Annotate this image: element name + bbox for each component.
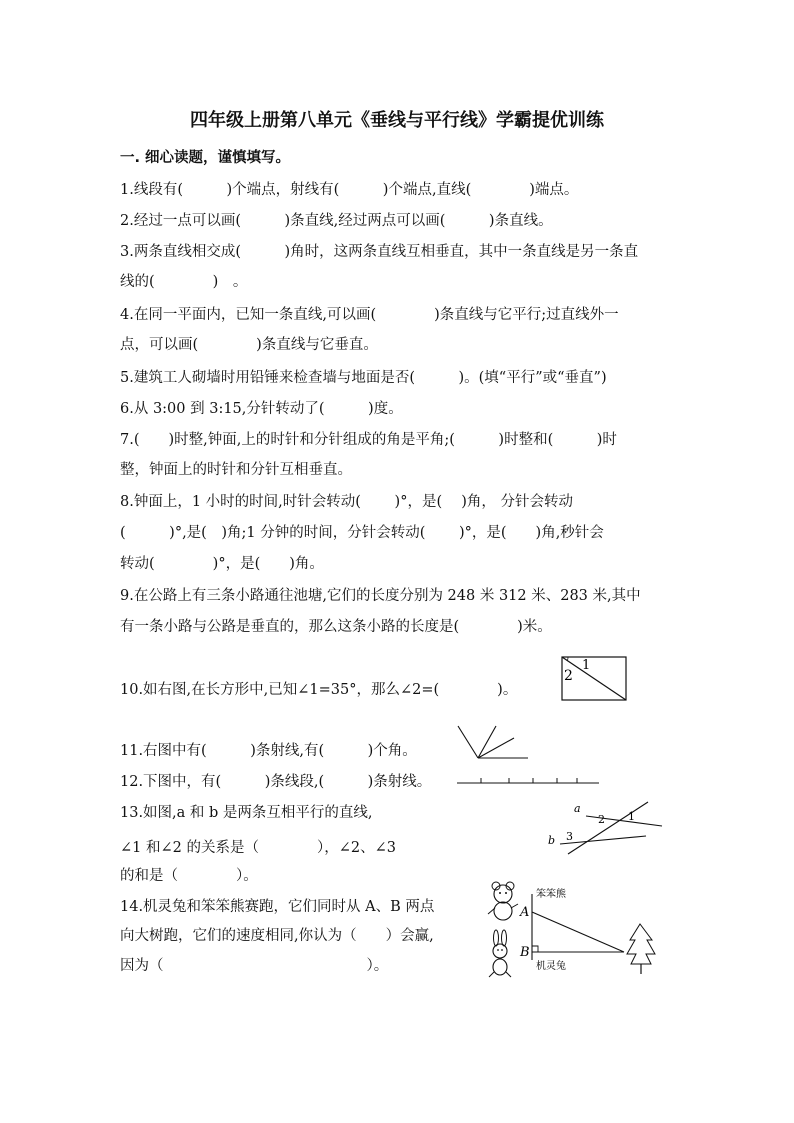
angle-1-label: 1 <box>628 810 635 823</box>
question-9-line-1: 9.在公路上有三条小路通往池塘,它们的长度分别为 248 米 312 米、283 米,其中 <box>120 588 641 604</box>
segment-line-figure <box>455 774 601 790</box>
angle-2-label: 2 <box>564 668 573 684</box>
question-8-line-3: 转动( )°，是( )角。 <box>120 556 324 572</box>
tree-icon <box>627 924 655 974</box>
point-b-label: B <box>520 945 530 960</box>
line-a-label: a <box>574 802 581 815</box>
question-8-line-2: ( )°,是( )角;1 分钟的时间，分针会转动( )°，是( )角,秒针会 <box>120 525 604 541</box>
bear-label: 笨笨熊 <box>536 889 566 900</box>
rabbit-icon <box>489 930 511 977</box>
rabbit-label: 机灵兔 <box>536 961 566 972</box>
ray-1 <box>458 726 478 758</box>
question-4-line-1: 4.在同一平面内，已知一条直线,可以画( )条直线与它平行;过直线外一 <box>120 307 619 323</box>
page-title: 四年级上册第八单元《垂线与平行线》学霸提优训练 <box>190 110 604 131</box>
question-14-line-3: 因为（ ）。 <box>120 958 389 974</box>
section-heading: 一. 细心读题，谨慎填写。 <box>120 150 291 166</box>
question-3-line-1: 3.两条直线相交成( )角时，这两条直线互相垂直，其中一条直线是另一条直 <box>120 244 639 260</box>
question-4-line-2: 点，可以画( )条直线与它垂直。 <box>120 337 378 353</box>
race-figure <box>484 880 664 980</box>
question-3-line-2: 线的( ) 。 <box>120 274 248 290</box>
angle-2-label: 2 <box>598 813 605 826</box>
question-14-line-2: 向大树跑，它们的速度相同,你认为（ ）会赢, <box>120 928 434 944</box>
question-7-line-2: 整，钟面上的时针和分针互相垂直。 <box>120 462 352 478</box>
angle-1-label: 1 <box>582 658 591 673</box>
question-13-line-3: 的和是（ ）。 <box>120 868 258 884</box>
question-12: 12.下图中，有( )条线段,( )条射线。 <box>120 774 432 790</box>
question-8-line-1: 8.钟面上，1 小时的时间,时针会转动( )°，是( )角， 分针会转动 <box>120 494 573 510</box>
question-13-line-1: 13.如图,a 和 b 是两条互相平行的直线, <box>120 805 373 821</box>
rays-figure <box>452 724 532 762</box>
question-7-line-1: 7.( )时整,钟面,上的时针和分针组成的角是平角;( )时整和( )时 <box>120 432 617 448</box>
rectangle-figure <box>558 654 630 704</box>
question-10: 10.如右图,在长方形中,已知∠1=35°，那么∠2=( )。 <box>120 682 518 698</box>
bear-path-line <box>532 912 624 952</box>
question-6: 6.从 3:00 到 3:15,分针转动了( )度。 <box>120 401 403 417</box>
right-angle-mark <box>532 946 538 952</box>
parallel-lines-figure <box>540 796 666 858</box>
question-5: 5.建筑工人砌墙时用铅锤来检查墙与地面是否( )。(填“平行”或“垂直”) <box>120 370 607 386</box>
question-14-line-1: 14.机灵兔和笨笨熊赛跑，它们同时从 A、B 两点 <box>120 899 435 915</box>
bear-icon <box>488 882 518 920</box>
question-11: 11.右图中有( )条射线,有( )个角。 <box>120 743 417 759</box>
question-2: 2.经过一点可以画( )条直线,经过两点可以画( )条直线。 <box>120 213 553 229</box>
line-b-label: b <box>548 834 556 847</box>
question-13-line-2: ∠1 和∠2 的关系是（ ），∠2、∠3 <box>120 840 396 856</box>
question-9-line-2: 有一条小路与公路是垂直的，那么这条小路的长度是( )米。 <box>120 619 552 635</box>
question-1: 1.线段有( )个端点，射线有( )个端点,直线( )端点。 <box>120 182 579 198</box>
angle-3-label: 3 <box>566 830 573 843</box>
point-a-label: A <box>520 905 530 920</box>
